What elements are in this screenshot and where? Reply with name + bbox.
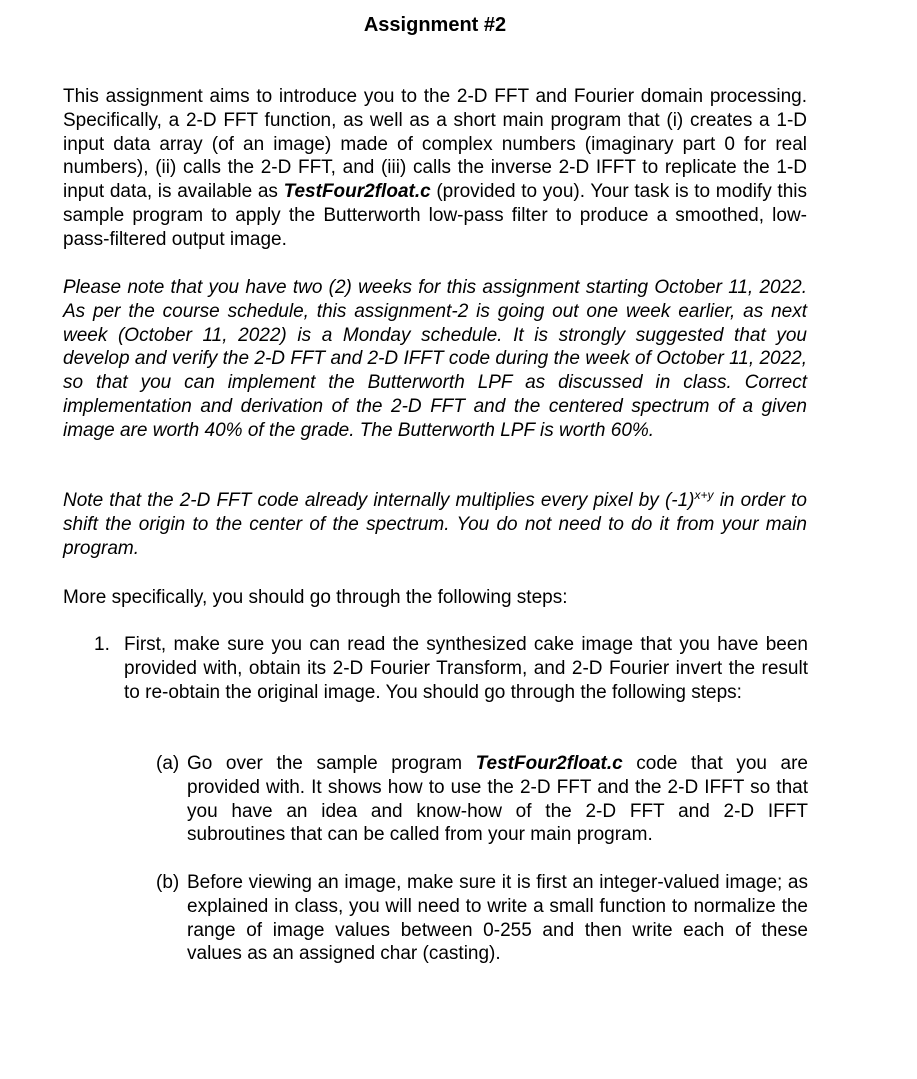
fft-note: [63, 489, 807, 560]
intro-paragraph: [63, 85, 807, 252]
step-1a-text-2: code that you are provided with. It shows how to use the 2-D FFT and the 2-D IFFT so that you have an idea and know-how of the 2-D FFT and 2-D IFFT subroutines that can be called from your main program.: [187, 753, 808, 846]
fft-note-text-2: in order to shift the origin to the center of the spectrum. You do not need to do it from your main program.: [63, 490, 808, 559]
step-1: [94, 633, 808, 704]
step-1b-label: (b): [156, 872, 180, 893]
intro-filename: TestFour2float.c: [283, 181, 431, 203]
intro-text-1: This assignment aims to introduce you to the 2-D FFT and Fourier domain processing. Specifically, a 2-D FFT function, as well as a short main program that (i) creates a 1-D input data array (of an image) made of complex numbers (imaginary part 0 for real numbers), (ii) calls the 2-D FFT, and (iii) calls the inverse 2-D IFFT to replicate the 1-D input data, is available as: [63, 86, 807, 203]
step-1b: [156, 871, 808, 966]
steps-intro: More specifically, you should go through the following steps:: [63, 587, 568, 608]
schedule-note: Please note that you have two (2) weeks for this assignment starting October 11, 2022. As per the course schedule, this assignment-2 is going out one week earlier, as next week (October 11, 2022) is a Monday schedule. It is strongly suggested that you develop and verify the 2-D FFT and 2-D IFFT code during the week of October 11, 2022, so that you can implement the Butterworth LPF as discussed in class. Correct implementation and derivation of the 2-D FFT and the centered spectrum of a given image are worth 40% of the grade. The Butterworth LPF is worth 60%.: [63, 277, 807, 441]
fft-note-exponent: x+y: [694, 488, 714, 502]
step-1b-text: Before viewing an image, make sure it is first an integer-valued image; as explained in class, you will need to write a small function to normalize the range of image values between 0-255 and then write each of these values as an assigned char (casting).: [187, 872, 808, 965]
step-1-text: First, make sure you can read the synthesized cake image that you have been provided with, obtain its 2-D Fourier Transform, and 2-D Fourier invert the result to re-obtain the original image. You should go through the following steps:: [124, 634, 808, 703]
step-1-number: 1.: [94, 634, 110, 655]
step-1a-text: [187, 752, 808, 847]
step-1a: [156, 752, 808, 847]
step-1a-label: (a): [156, 753, 180, 774]
page-title: Assignment #2: [363, 14, 507, 36]
fft-note-text-1: Note that the 2-D FFT code already internally multiplies every pixel by (-1): [63, 490, 695, 511]
step-1a-text-1: Go over the sample program: [187, 753, 476, 774]
intro-text-2: (provided to you). Your task is to modify this sample program to apply the Butterworth low-pass filter to produce a smoothed, low-pass-filtered output image.: [63, 181, 807, 250]
step-1a-filename: TestFour2float.c: [475, 753, 623, 774]
